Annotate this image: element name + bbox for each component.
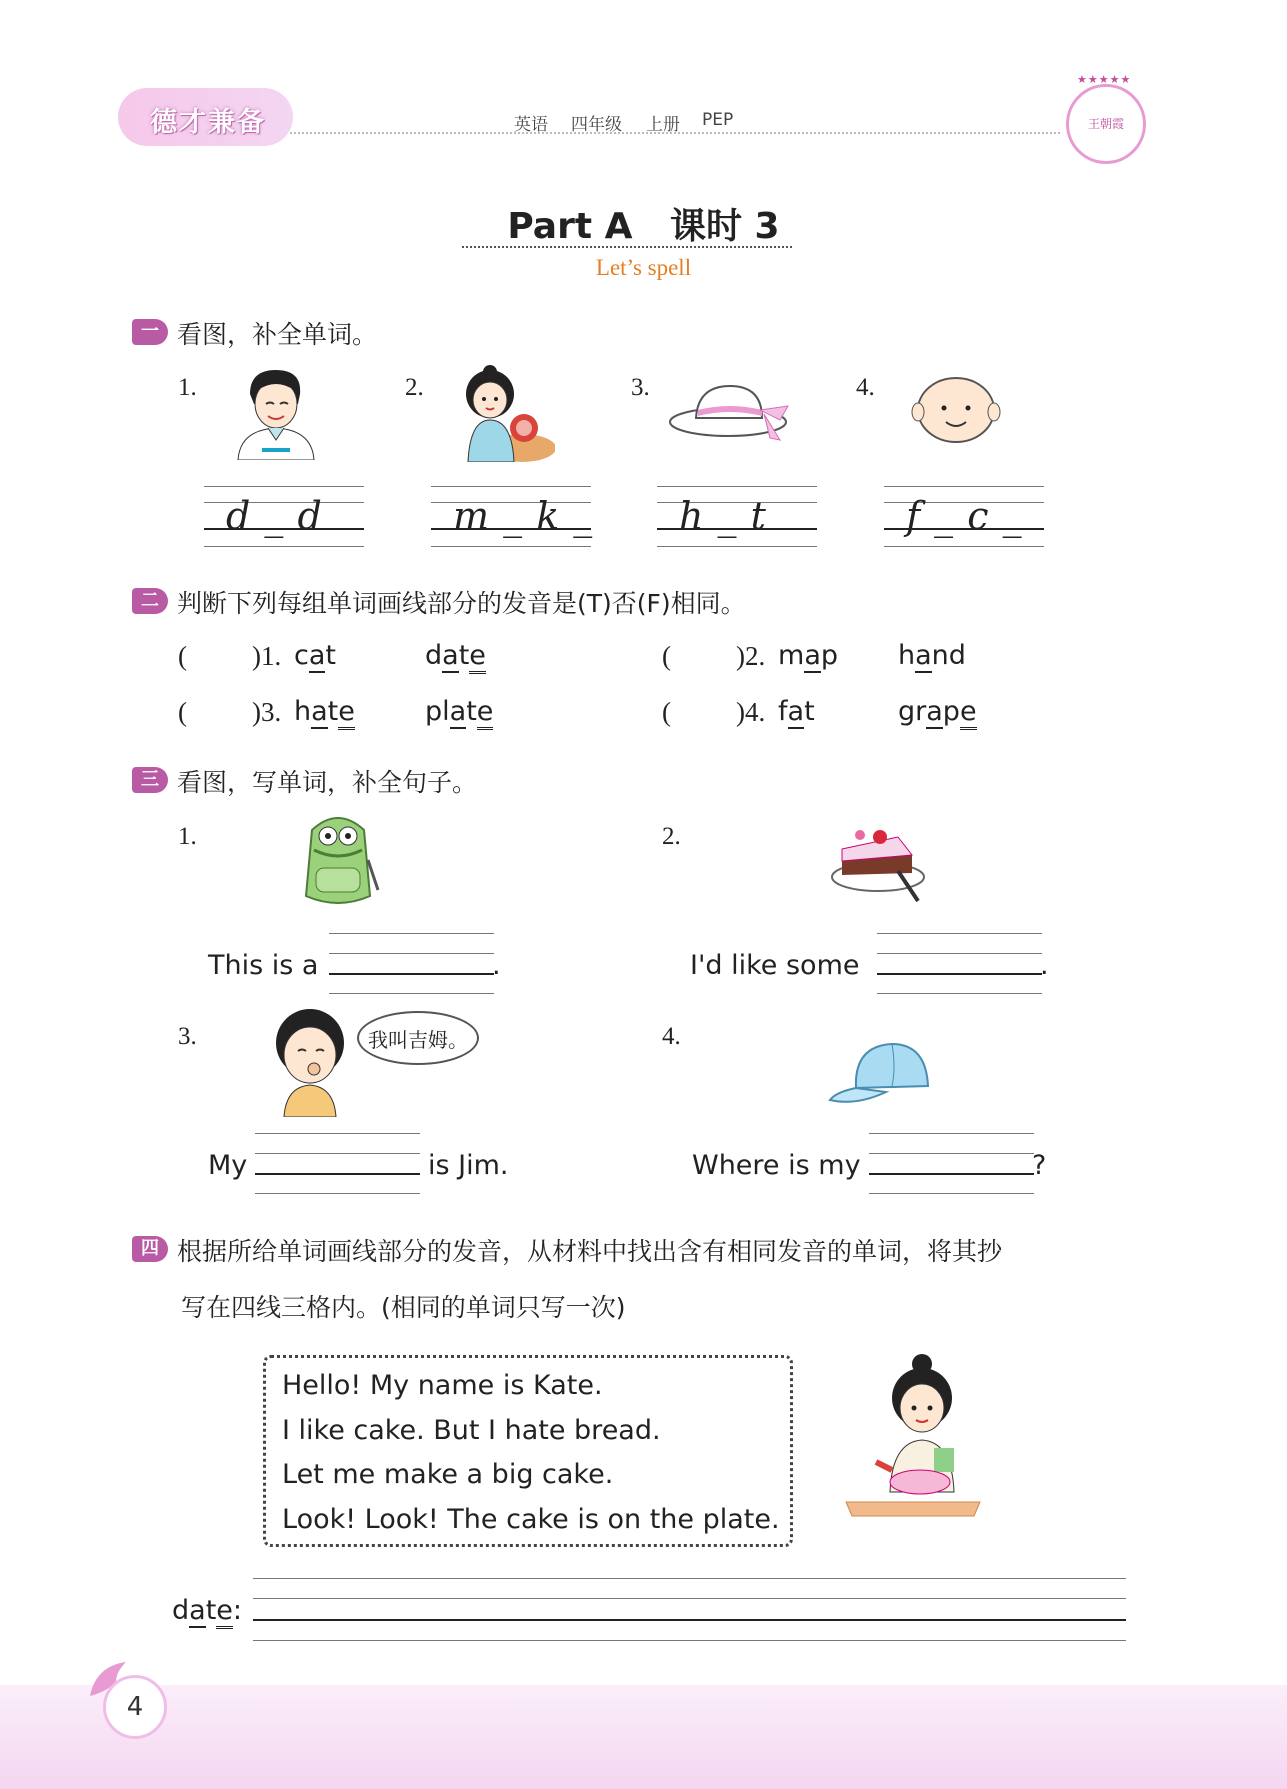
page-number: 4 <box>103 1675 167 1739</box>
s1-item-1-word: d _ d <box>226 494 323 538</box>
cake-picture <box>828 815 932 907</box>
s1-item-3-number: 3. <box>631 374 650 401</box>
s2-item-4-word-1: fat <box>778 696 815 727</box>
s3-item-4-suffix: ? <box>1032 1150 1047 1181</box>
header-subject: 英语 <box>514 115 548 135</box>
s2-item-3-word-2: plate <box>425 696 493 727</box>
s1-item-2-word: m _ k _ <box>453 494 594 538</box>
title-underline <box>462 246 792 248</box>
speech-bubble-text: 我叫吉姆。 <box>368 1030 468 1052</box>
s3-item-2-blank[interactable] <box>877 933 1042 995</box>
page-title: Part A 课时 3 <box>507 206 780 247</box>
s2-item-4-word-2: grape <box>898 696 977 727</box>
answer-line-top[interactable] <box>253 1578 1126 1579</box>
badge-stars: ★★★★★ <box>1077 73 1132 86</box>
speech-bubble <box>357 1011 479 1065</box>
s3-item-4-prefix: Where is my <box>692 1150 861 1181</box>
face-picture <box>910 372 1002 444</box>
s1-item-3-grid <box>657 486 817 550</box>
s2-item-2-number: )2. <box>736 641 766 671</box>
s2-item-1-word-2: date <box>425 640 486 671</box>
section-4-instruction-line-2: 写在四线三格内。(相同的单词只写一次) <box>181 1293 626 1322</box>
page-subtitle: Let’s spell <box>595 255 692 280</box>
s3-item-3-number: 3. <box>178 1023 197 1050</box>
green-backpack-picture <box>292 810 384 910</box>
section-1-instruction: 看图，补全单词。 <box>177 320 378 349</box>
section-1-number: 一 <box>132 319 168 345</box>
answer-line-upper[interactable] <box>253 1598 1126 1599</box>
s2-item-2-paren[interactable]: ( <box>662 641 671 671</box>
s1-item-2-grid <box>431 486 594 550</box>
s2-item-4-number: )4. <box>736 697 766 727</box>
s1-item-1-number: 1. <box>178 374 197 401</box>
header-volume: 上册 <box>646 115 680 135</box>
s2-item-3-number: )3. <box>252 697 282 727</box>
s1-item-2-number: 2. <box>405 374 424 401</box>
s3-item-1-suffix: . <box>492 950 501 981</box>
man-picture <box>228 364 323 460</box>
s2-item-1-word-1: cat <box>294 640 336 671</box>
publisher-logo <box>118 88 293 146</box>
s3-item-3-blank[interactable] <box>255 1133 420 1195</box>
reading-passage-box <box>263 1355 793 1547</box>
s2-item-2-word-1: map <box>778 640 838 671</box>
section-4-instruction-line-1: 根据所给单词画线部分的发音，从材料中找出含有相同发音的单词，将其抄 <box>177 1237 1003 1266</box>
blue-cap-picture <box>826 1040 934 1106</box>
s3-item-2-number: 2. <box>662 823 681 850</box>
s2-item-3-paren[interactable]: ( <box>178 697 187 727</box>
s1-item-4-number: 4. <box>856 374 875 401</box>
section-3-instruction: 看图，写单词，补全句子。 <box>177 768 478 797</box>
section-2-number: 二 <box>132 588 168 614</box>
header-grade: 四年级 <box>571 115 622 135</box>
page-footer-band <box>0 1685 1287 1789</box>
s3-item-3-prefix: My <box>208 1150 248 1181</box>
s3-item-1-number: 1. <box>178 823 197 850</box>
girl-decorating-cake-picture <box>842 1352 984 1528</box>
s3-item-4-number: 4. <box>662 1023 681 1050</box>
section-2-instruction: 判断下列每组单词画线部分的发音是(T)否(F)相同。 <box>177 589 746 618</box>
s3-item-2-prefix: I'd like some <box>690 950 860 981</box>
girl-making-cake-picture <box>450 364 555 462</box>
s1-item-4-grid <box>884 486 1044 550</box>
s1-item-1-grid <box>204 486 364 550</box>
answer-label: date: <box>172 1595 242 1626</box>
badge-text: 王朝霞 <box>1087 117 1124 131</box>
s2-item-1-number: )1. <box>252 641 282 671</box>
logo-text: 德才兼备 <box>150 107 266 138</box>
s3-item-1-prefix: This is a <box>208 950 319 981</box>
s2-item-4-paren[interactable]: ( <box>662 697 671 727</box>
boy-jim-picture <box>270 1005 354 1117</box>
brand-badge <box>1066 73 1146 164</box>
header-edition: PEP <box>702 110 734 130</box>
sun-hat-picture <box>668 376 803 444</box>
s2-item-2-word-2: hand <box>898 640 966 671</box>
answer-line-bottom[interactable] <box>253 1640 1126 1641</box>
passage-line-1: Hello! My name is Kate. <box>282 1370 603 1401</box>
s3-item-2-suffix: . <box>1040 950 1049 981</box>
answer-line-base[interactable] <box>253 1619 1126 1621</box>
passage-line-3: Let me make a big cake. <box>282 1459 614 1490</box>
section-3-number: 三 <box>132 767 168 793</box>
s1-item-4-word: f _ c _ <box>906 494 1023 538</box>
passage-line-2: I like cake. But I hate bread. <box>282 1415 661 1446</box>
s3-item-4-blank[interactable] <box>869 1133 1034 1195</box>
section-4-number: 四 <box>132 1236 168 1262</box>
s1-item-3-word: h _ t <box>679 494 767 538</box>
passage-line-4: Look! Look! The cake is on the plate. <box>282 1504 780 1535</box>
s2-item-1-paren[interactable]: ( <box>178 641 187 671</box>
s2-item-3-word-1: hate <box>294 696 355 727</box>
s3-item-3-suffix: is Jim. <box>428 1150 509 1181</box>
s3-item-1-blank[interactable] <box>329 933 494 995</box>
